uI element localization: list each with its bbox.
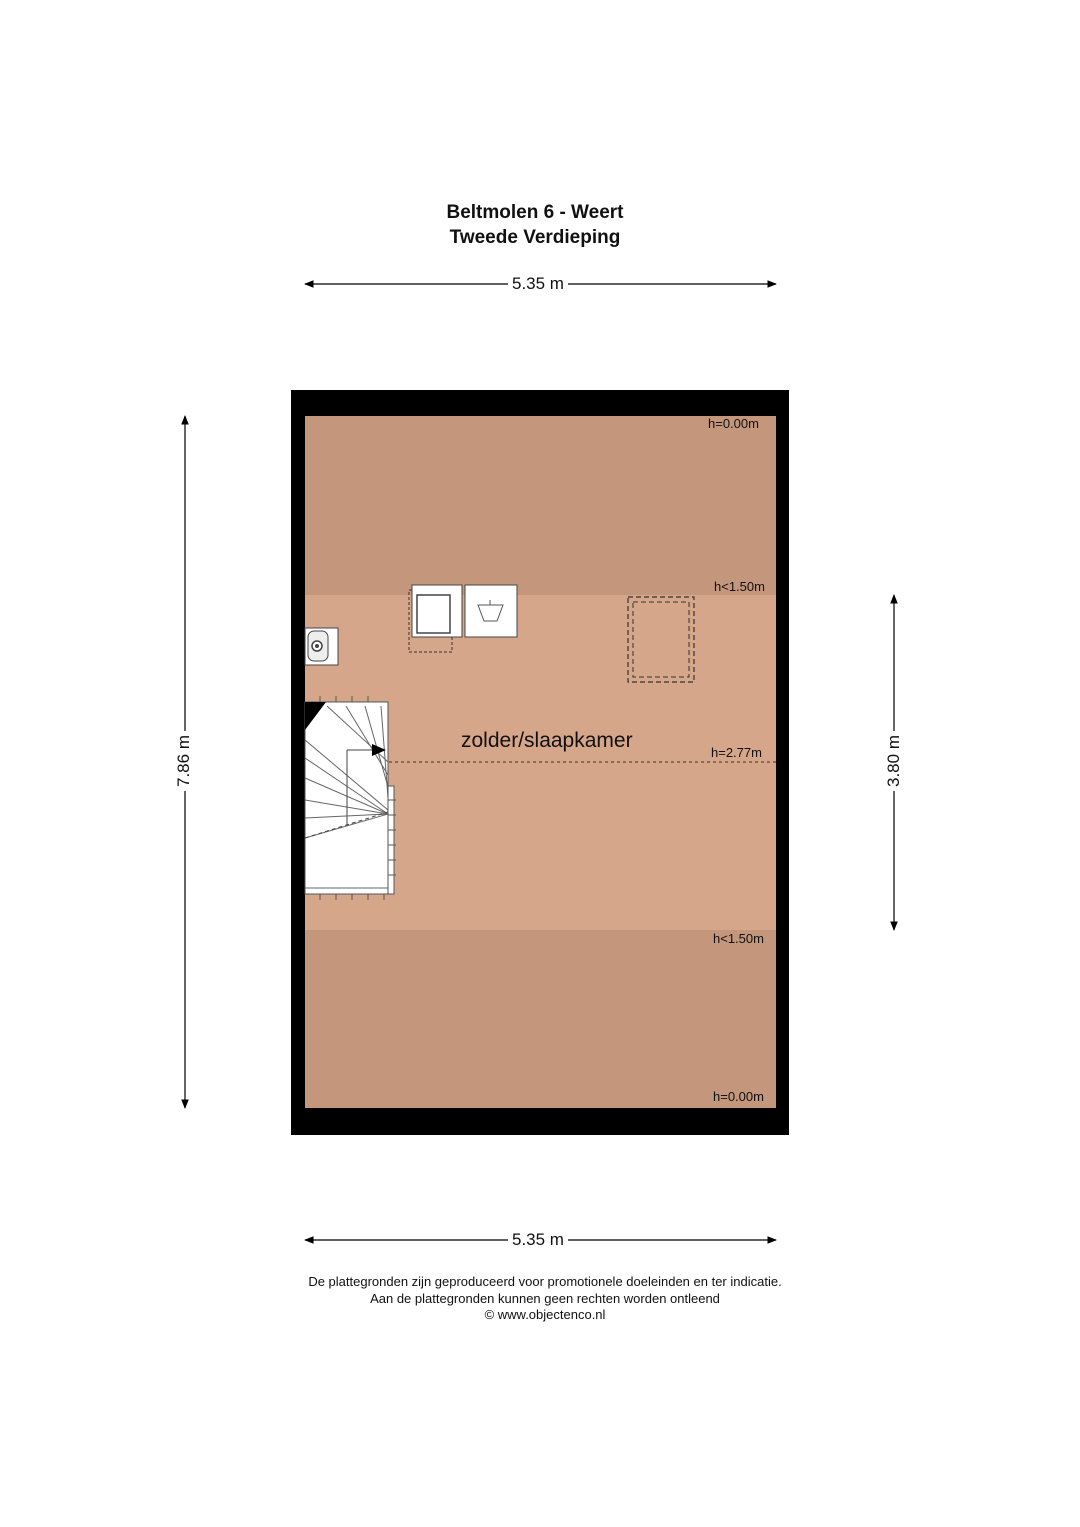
height-label-upper-limit: h<1.50m: [714, 579, 765, 594]
left-height-label: 7.86 m: [174, 731, 194, 791]
plan-title: Beltmolen 6 - Weert: [446, 202, 624, 223]
low-zone-bottom: [305, 930, 776, 1108]
height-label-top: h=0.00m: [708, 416, 759, 431]
bottom-width-label: 5.35 m: [508, 1230, 568, 1250]
right-height-label: 3.80 m: [884, 731, 904, 791]
floor-subtitle: Tweede Verdieping: [449, 227, 621, 248]
stairs-icon: [305, 702, 388, 894]
disclaimer-line-2: Aan de plattegronden kunnen geen rechten worden ontleend: [370, 1291, 720, 1306]
top-width-label: 5.35 m: [508, 274, 568, 294]
room-label: zolder/slaapkamer: [461, 729, 633, 752]
laundry-sink-icon: [465, 585, 517, 637]
height-label-lower-limit: h<1.50m: [713, 931, 764, 946]
height-label-bottom: h=0.00m: [713, 1089, 764, 1104]
disclaimer-line-1: De plattegronden zijn geproduceerd voor promotionele doeleinden en ter indicatie.: [308, 1274, 782, 1289]
height-label-ridge: h=2.77m: [711, 745, 762, 760]
copyright-link[interactable]: © www.objectenco.nl: [484, 1307, 606, 1322]
boiler-icon: [305, 628, 338, 665]
low-zone-top: [305, 416, 776, 595]
